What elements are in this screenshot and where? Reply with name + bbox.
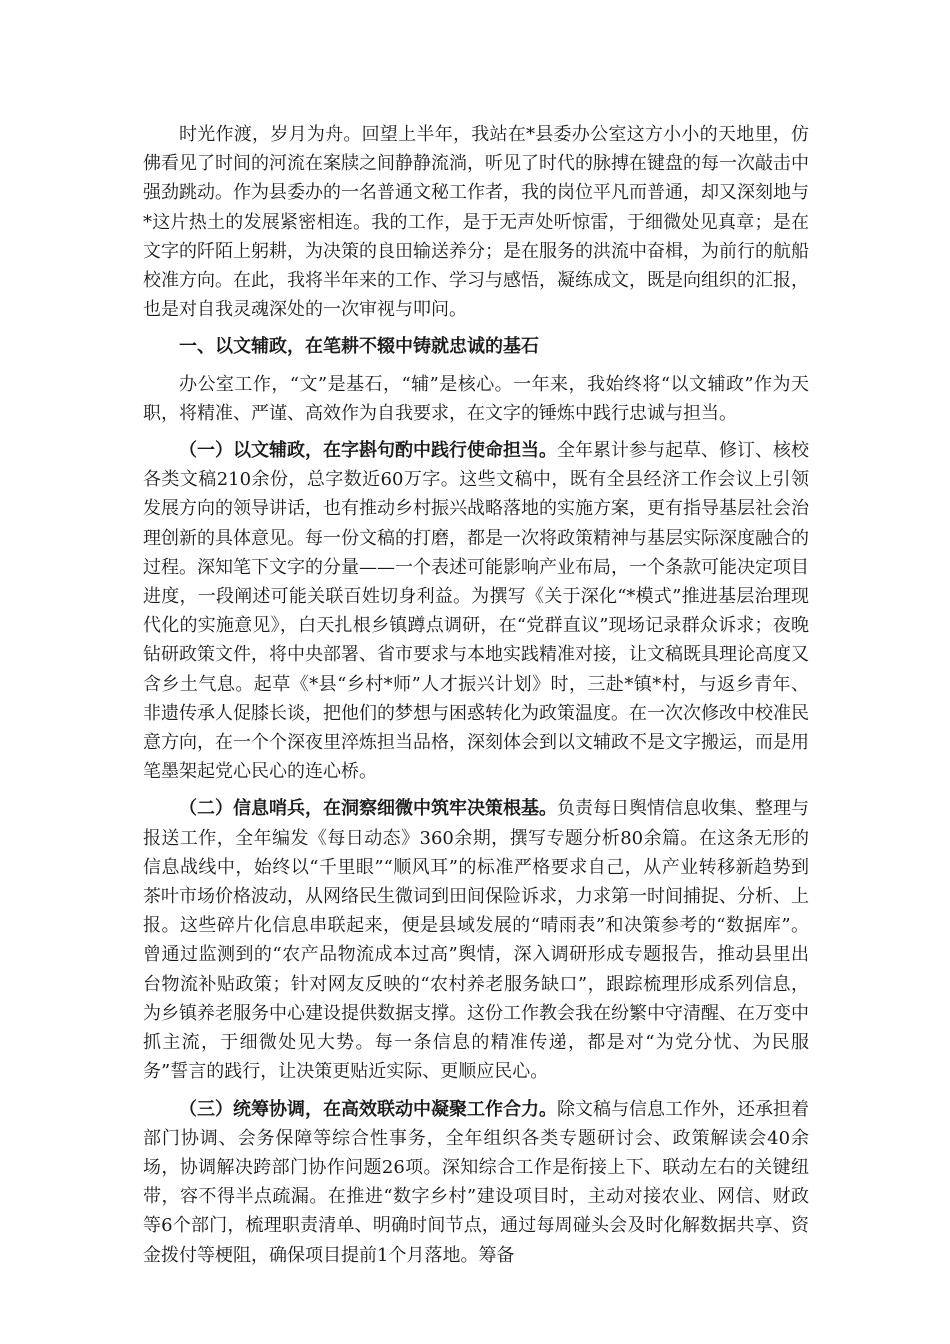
item-one-lead: （一）以文辅政，在字斟句酌中践行使命担当。 [179, 440, 557, 462]
section-intro-paragraph: 办公室工作，“文”是基石，“辅”是核心。一年来，我始终将“以文辅政”作为天职，将精准、严谨、高效作为自我要求，在文字的锤炼中践行忠诚与担当。 [143, 373, 809, 424]
item-one-body: 全年累计参与起草、修订、核校各类文稿210余份，总字数近60万字。这些文稿中，既有全县经济工作会议上引领发展方向的领导讲话，也有推动乡村振兴战略落地的实施方案，更有指导基层社会治理创新的具体意见。每一份文稿的打磨，都是一次将政策精神与基层实际深度融合的过程。深知笔下文字的分量——一个表述可能影响产业布局，一个条款可能决定项目进度，一段阐述可能关联百姓切身利益。为撰写《关于深化“*模式”推进基层治理现代化的实施意见》，白天扎根乡镇蹲点调研，在“党群直议”现场记录群众诉求；夜晚钻研政策文件，将中央部署、省市要求与本地实践精准对接，让文稿既具理论高度又含乡土气息。起草《*县“乡村*师”人才振兴计划》时，三赴*镇*村，与返乡青年、非遗传承人促膝长谈，把他们的梦想与困惑转化为政策温度。在一次次修改中校准民意方向，在一个个深夜里淬炼担当品格，深刻体会到以文辅政不是文字搬运，而是用笔墨架起党心民心的连心桥。 [143, 440, 809, 783]
section-heading: 一、以文辅政，在笔耕不辍中铸就忠诚的基石 [179, 336, 539, 358]
intro-paragraph: 时光作渡，岁月为舟。回望上半年，我站在*县委办公室这方小小的天地里，仿佛看见了时间的河流在案牍之间静静流淌，听见了时代的脉搏在键盘的每一次敲击中强劲跳动。作为县委办的一名普通文秘工作者，我的岗位平凡而普通，却又深刻地与*这片热土的发展紧密相连。我的工作，是于无声处听惊雷，于细微处见真章；是在文字的阡陌上躬耕，为决策的良田输送养分；是在服务的洪流中奋楫，为前行的航船校准方向。在此，我将半年来的工作、学习与感悟，凝练成文，既是向组织的汇报，也是对自我灵魂深处的一次审视与叩问。 [143, 124, 809, 321]
document-body [143, 120, 809, 1278]
item-three-body: 除文稿与信息工作外，还承担着部门协调、会务保障等综合性事务，全年组织各类专题研讨会、政策解读会40余场，协调解决跨部门协作问题26项。深知综合工作是衔接上下、联动左右的关键纽带，容不得半点疏漏。在推进“数字乡村”建设项目时，主动对接农业、网信、财政等6个部门，梳理职责清单、明确时间节点，通过每周碰头会及时化解数据共享、资金拨付等梗阻，确保项目提前1个月落地。筹备 [143, 1098, 809, 1266]
item-two-body: 负责每日舆情信息收集、整理与报送工作，全年编发《每日动态》360余期，撰写专题分析80余篇。在这条无形的信息战线中，始终以“千里眼”“顺风耳”的标准严格要求自己，从产业转移新趋势到茶叶市场价格波动，从网络民生微词到田间保险诉求，力求第一时间捕捉、分析、上报。这些碎片化信息串联起来，便是县域发展的“晴雨表”和决策参考的“数据库”。曾通过监测到的“农产品物流成本过高”舆情，深入调研形成专题报告，推动县里出台物流补贴政策；针对网友反映的“农村养老服务缺口”，跟踪梳理形成系列信息，为乡镇养老服务中心建设提供数据支撑。这份工作教会我在纷繁中守清醒、在万变中抓主流，于细微处见大势。每一条信息的精准传递，都是对“为党分忧、为民服务”誓言的践行，让决策更贴近实际、更顺应民心。 [143, 798, 809, 1083]
item-three-paragraph [143, 1095, 809, 1270]
item-two-lead: （二）信息哨兵，在洞察细微中筑牢决策根基。 [179, 798, 557, 820]
item-three-lead: （三）统筹协调，在高效联动中凝聚工作合力。 [179, 1098, 557, 1120]
item-two-paragraph [143, 794, 809, 1086]
item-one-paragraph [143, 436, 809, 786]
